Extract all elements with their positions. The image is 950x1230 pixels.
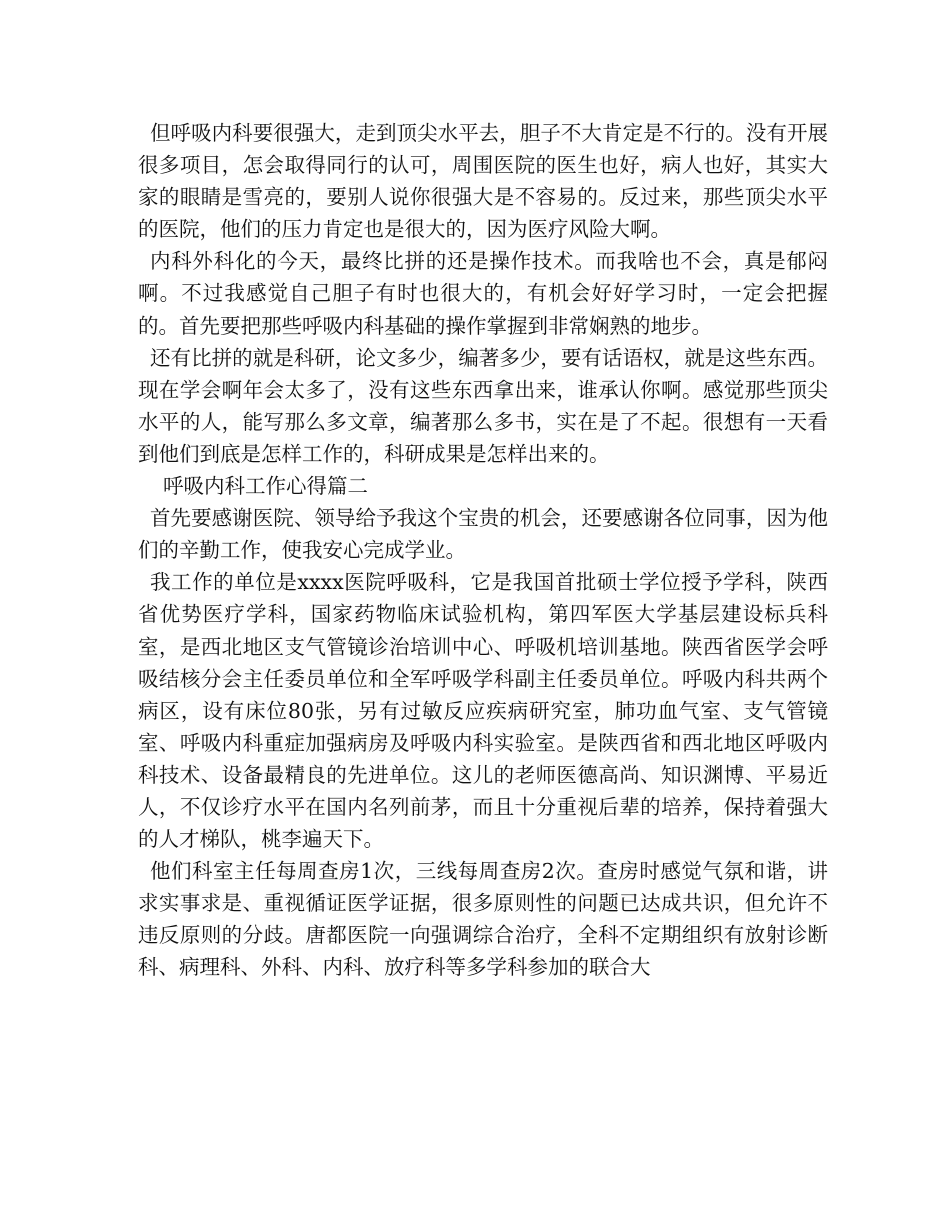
paragraph-3: 还有比拼的就是科研，论文多少，编著多少，要有话语权，就是这些东西。现在学会啊年会太多了，没有这些东西拿出来，谁承认你啊。感觉那些顶尖水平的人，能写那么多文章，编著那么多书，实在是了不起。很想有一天看到他们到底是怎样工作的，科研成果是怎样出来的。 [138, 345, 828, 466]
paragraph-2: 内科外科化的今天，最终比拼的还是操作技术。而我啥也不会，真是郁闷啊。不过我感觉自己胆子有时也很大的，有机会好好学习时，一定会把握的。首先要把那些呼吸内科基础的操作掌握到非常娴熟的地步。 [138, 249, 828, 338]
paragraph-1: 但呼吸内科要很强大，走到顶尖水平去，胆子不大肯定是不行的。没有开展很多项目，怎会取得同行的认可，周围医院的医生也好，病人也好，其实大家的眼睛是雪亮的，要别人说你很强大是不容易的。反过来，那些顶尖水平的医院，他们的压力肯定也是很大的，因为医疗风险大啊。 [138, 121, 828, 242]
paragraph-5: 我工作的单位是xxxx医院呼吸科，它是我国首批硕士学位授予学科，陕西省优势医疗学科，国家药物临床试验机构，第四军医大学基层建设标兵科室，是西北地区支气管镜诊治培训中心、呼吸机培训基地。陕西省医学会呼吸结核分会主任委员单位和全军呼吸学科副主任委员单位。呼吸内科共两个病区，设有床位80张，另有过敏反应疾病研究室，肺功血气室、支气管镜室、呼吸内科重症加强病房及呼吸内科实验室。是陕西省和西北地区呼吸内科技术、设备最精良的先进单位。这儿的老师医德高尚、知识渊博、平易近人，不仅诊疗水平在国内名列前茅，而且十分重视后辈的培养，保持着强大的人才梯队，桃李遍天下。 [138, 570, 828, 852]
document-body [138, 117, 828, 984]
paragraph-6: 他们科室主任每周查房1次，三线每周查房2次。查房时感觉气氛和谐，讲求实事求是、重视循证医学证据，很多原则性的问题已达成共识，但允许不违反原则的分歧。唐都医院一向强调综合治疗，全科不定期组织有放射诊断科、病理科、外科、内科、放疗科等多学科参加的联合大 [138, 859, 828, 980]
paragraph-4: 首先要感谢医院、领导给予我这个宝贵的机会，还要感谢各位同事，因为他们的辛勤工作，使我安心完成学业。 [138, 506, 828, 563]
section-title: 呼吸内科工作心得篇二 [163, 474, 368, 499]
